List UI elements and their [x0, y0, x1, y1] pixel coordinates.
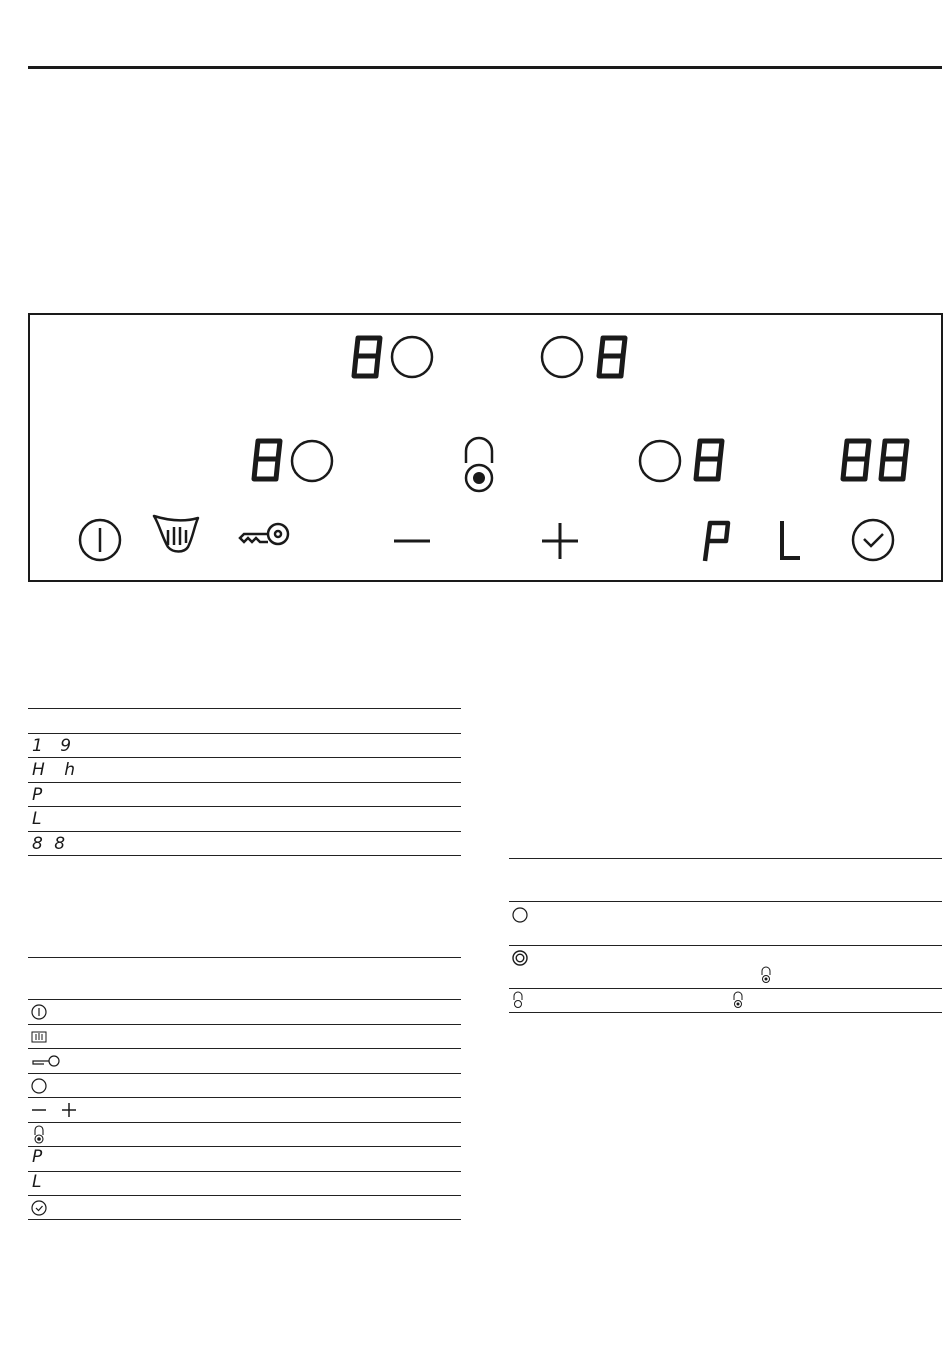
timer-clock-icon[interactable]	[853, 520, 893, 560]
seg-value: 9	[60, 736, 72, 756]
zone-extension-icon[interactable]	[466, 438, 492, 491]
table-row	[32, 762, 75, 779]
controls-table	[28, 957, 461, 1222]
power-icon	[30, 1002, 50, 1022]
seg-value: P	[32, 785, 43, 805]
plus-icon[interactable]	[542, 523, 578, 559]
p-powerboost-icon: P	[32, 1147, 43, 1167]
single-circuit-icon	[511, 905, 531, 925]
display-table	[28, 708, 461, 858]
dual-circuit-icon	[511, 948, 531, 968]
wipe-protection-icon[interactable]	[154, 516, 198, 552]
child-lock-key-icon	[30, 1051, 64, 1071]
power-icon[interactable]	[80, 520, 120, 560]
zone-extension-icon	[511, 991, 525, 1011]
seg-value: 8	[54, 834, 66, 854]
panel-svg	[30, 315, 941, 580]
digit-mid-right	[696, 441, 722, 479]
table-row	[32, 787, 42, 804]
digit-top-left	[354, 338, 380, 376]
header-rule	[28, 66, 942, 69]
child-lock-key-icon[interactable]	[240, 524, 288, 544]
seg-value: h	[64, 760, 75, 780]
seg-value: L	[32, 809, 42, 829]
digit-top-right	[599, 338, 625, 376]
cooking-zone-icon[interactable]	[392, 337, 432, 377]
cooking-zone-icon	[30, 1076, 50, 1096]
table-row	[32, 811, 41, 828]
minus-plus-icon	[30, 1100, 78, 1120]
seg-value: 8	[32, 834, 43, 854]
table-row	[32, 836, 65, 853]
digit-mid-left	[254, 441, 280, 479]
seg-value: 1	[32, 736, 43, 756]
timer-digits	[843, 441, 907, 479]
zones-table	[509, 858, 942, 1016]
zone-extension-icon	[731, 991, 745, 1011]
zone-extension-icon	[759, 966, 773, 986]
wipe-protection-icon	[30, 1027, 50, 1047]
control-panel-diagram	[28, 313, 943, 582]
zone-extension-icon	[30, 1124, 50, 1146]
seg-value: H	[32, 760, 45, 780]
cooking-zone-icon[interactable]	[640, 441, 680, 481]
l-icon: L	[32, 1172, 42, 1192]
cooking-zone-icon[interactable]	[542, 337, 582, 377]
table-row	[32, 738, 71, 755]
cooking-zone-icon[interactable]	[292, 441, 332, 481]
timer-clock-icon	[30, 1198, 50, 1218]
l-icon[interactable]	[782, 521, 800, 558]
p-powerboost-icon[interactable]	[705, 523, 728, 561]
